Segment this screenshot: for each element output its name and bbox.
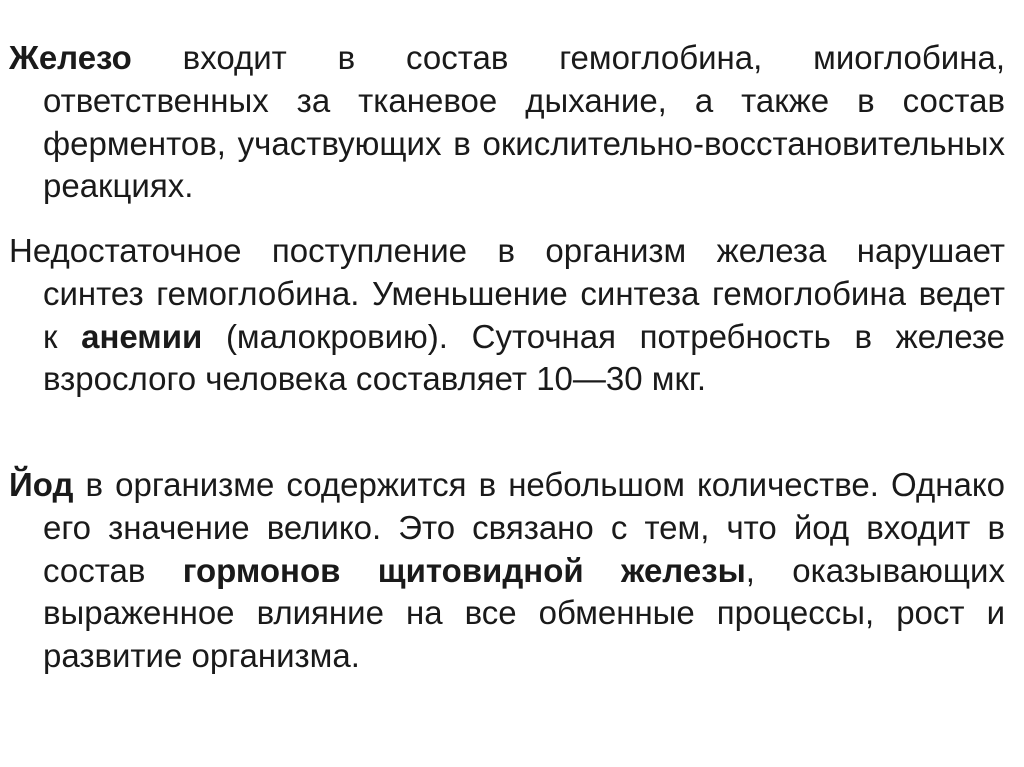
- paragraph-iron-deficiency-text-2: (малокровию). Суточная потребность в железе взрослого человека составляет 10—30 мкг.: [43, 317, 1005, 398]
- paragraph-iron-deficiency-text-1: Недостаточное поступление в организм железа нарушает синтез гемоглобина. Уменьшение синтеза гемоглобина ведет к: [9, 232, 1005, 355]
- term-iodine: Йод: [9, 466, 74, 503]
- paragraph-iodine-text-2: , оказывающих выраженное влияние на все обменные процессы, рост и развитие организма.: [43, 551, 1005, 675]
- paragraph-iron-deficiency: [9, 230, 1005, 401]
- term-thyroid-hormones: гормонов щитовидной железы: [182, 551, 746, 589]
- term-iron: Железо: [9, 39, 132, 76]
- term-anemia: анемии: [81, 317, 203, 355]
- paragraph-iodine-text-1: в организме содержится в небольшом количестве. Однако его значение велико. Это связано с тем, что йод входит в состав: [43, 466, 1005, 589]
- paragraph-iodine: [9, 464, 1005, 678]
- paragraph-iron: [9, 37, 1005, 208]
- paragraph-iron-text: входит в состав гемоглобина, миоглобина, ответственных за тканевое дыхание, а также в состав ферментов, участвующих в окислительно-восстановительных реакциях.: [43, 39, 1005, 205]
